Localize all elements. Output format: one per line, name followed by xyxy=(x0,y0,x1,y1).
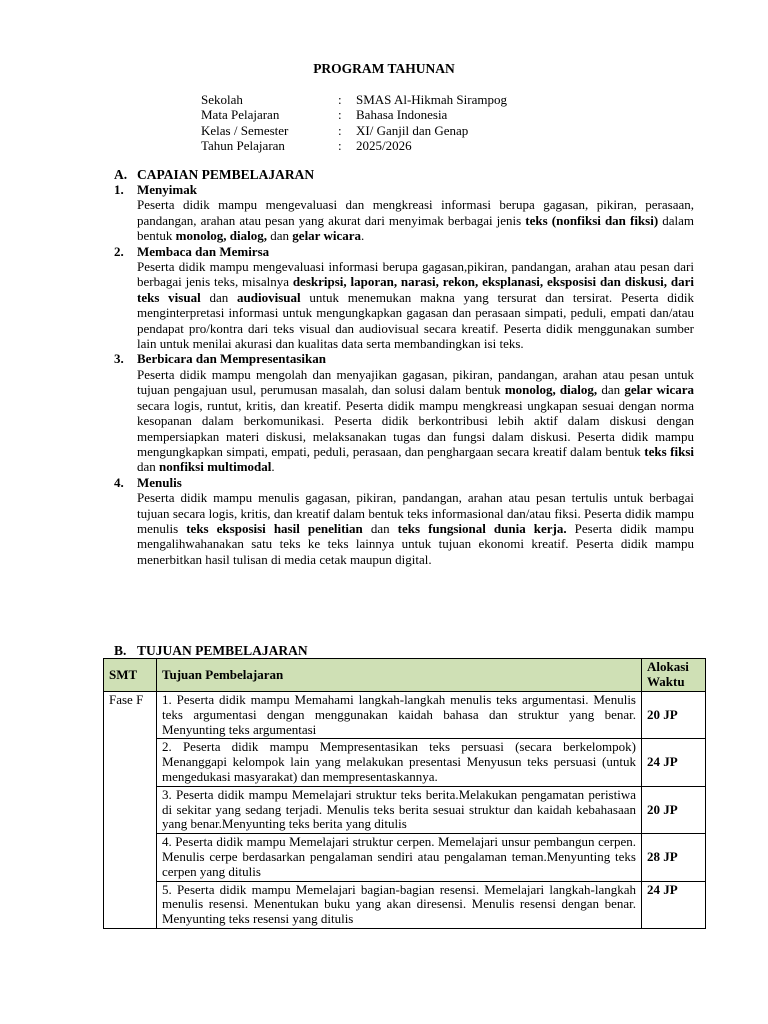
item-number: 4. xyxy=(114,474,124,490)
text-run: . xyxy=(271,459,275,475)
identity-value: SMAS Al-Hikmah Sirampog xyxy=(356,92,507,107)
alokasi-cell: 24 JP xyxy=(642,881,706,928)
text-run: Peserta didik mampu menulis gagasan, pikiran, pandangan, arahan atau pesan tertulis untuk berbagai tujuan secara logis, kritis, dan kreatif dalam bentuk teks informasional dan/atau fiksi. Peserta didik mampu menulis xyxy=(137,490,694,536)
text-run: Peserta didik mampu mengevaluasi dan mengkreasi informasi berupa gagasan, pikiran, perasaan, pandangan, arahan atau pesan yang akurat dari menyimak berbagai jenis xyxy=(137,197,694,228)
tujuan-cell: 3. Peserta didik mampu Memelajari struktur teks berita.Melakukan pengamatan peristiwa di sekitar yang sedang terjadi. Menulis teks berita sesuai struktur dan kaidah kebahasaan yang benar.Menyunting teks berita yang ditulis xyxy=(157,786,642,833)
capaian-paragraph xyxy=(137,259,694,351)
section-letter: B. xyxy=(114,643,127,658)
bold-run: teks (nonfiksi dan fiksi) xyxy=(525,212,659,228)
text-run: dan xyxy=(137,459,160,475)
capaian-item-heading xyxy=(114,244,694,259)
identity-value: Bahasa Indonesia xyxy=(356,107,448,123)
section-b-heading xyxy=(114,643,308,659)
text-run: dan xyxy=(267,228,293,244)
identity-row xyxy=(201,92,507,107)
identity-row xyxy=(201,123,507,138)
bold-run: teks fiksi xyxy=(644,443,695,459)
bold-run: monolog, dialog, xyxy=(504,382,598,398)
table-row xyxy=(104,739,706,786)
section-a-heading xyxy=(114,167,314,183)
alokasi-cell: 28 JP xyxy=(642,834,706,881)
identity-label: Sekolah xyxy=(201,92,243,107)
text-run: dalam bentuk xyxy=(137,212,695,244)
table-row xyxy=(104,692,706,739)
identity-colon: : xyxy=(338,92,342,107)
tujuan-cell: 5. Peserta didik mampu Memelajari bagian-bagian resensi. Memelajari langkah-langkah menulis resensi. Menentukan buku yang akan diresensi. Menulis resensi dengan benar. Menyunting teks resensi yang ditulis xyxy=(157,881,642,928)
identity-row xyxy=(201,107,507,122)
table-row xyxy=(104,786,706,833)
bold-run: gelar wicara xyxy=(292,228,362,244)
table-header-row xyxy=(104,659,706,692)
text-run: dan xyxy=(362,520,398,536)
bold-run: teks fungsional dunia kerja. xyxy=(397,520,567,536)
alokasi-cell: 20 JP xyxy=(642,692,706,739)
identity-block xyxy=(201,92,507,154)
identity-value: 2025/2026 xyxy=(356,138,412,154)
document-title: PROGRAM TAHUNAN xyxy=(313,61,455,76)
text-run: secara logis, runtut, kritis, dan kreatif. Peserta didik mampu mengkreasi ungkapan sesuai dengan norma kesopanan dalam berkomunikasi. Peserta didik berkontribusi lebih aktif dalam diskusi dengan mempersiapkan materi diskusi, melaksanakan tugas dan fungsi dalam diskusi. Peserta didik mampu mengungkapkan simpati, empati, peduli, perasaan, dan penghargaan secara kreatif dalam bentuk xyxy=(137,397,694,459)
tujuan-cell: 4. Peserta didik mampu Memelajari struktur cerpen. Memelajari unsur pembangun cerpen. Menulis cerpe berdasarkan pengalaman sendiri atau pengalaman teman.Menyunting teks cerpen yang ditulis xyxy=(157,834,642,881)
text-run: . xyxy=(361,228,365,244)
item-title: Berbicara dan Mempresentasikan xyxy=(137,351,326,367)
tujuan-cell: 2. Peserta didik mampu Mempresentasikan teks persuasi (secara berkelompok) Menanggapi kelompok lain yang melakukan presentasi Menyusun teks persuasi (untuk mengedukasi masyarakat) dan mempresentaskannya. xyxy=(157,739,642,786)
identity-colon: : xyxy=(338,107,342,123)
capaian-paragraph xyxy=(137,367,694,475)
identity-label: Mata Pelajaran xyxy=(201,107,280,123)
identity-label: Tahun Pelajaran xyxy=(201,138,285,154)
text-run: untuk menemukan makna yang tersurat dan tersirat. Peserta didik menginterpretasi informasi untuk mengungkapkan gagasan dan perasaan simpati, peduli, empati dan/atau pendapat pro/kontra dari teks visual dan audiovisual secara kreatif. Peserta didik menggunakan sumber lain untuk menilai akurasi dan kualitas data serta membandingkan isi teks. xyxy=(137,289,694,352)
section-title: TUJUAN PEMBELAJARAN xyxy=(137,643,308,658)
identity-row xyxy=(201,138,507,153)
item-number: 2. xyxy=(114,243,124,259)
identity-value: XI/ Ganjil dan Genap xyxy=(356,122,469,138)
header-tujuan: Tujuan Pembelajaran xyxy=(157,659,642,692)
tujuan-cell: 1. Peserta didik mampu Memahami langkah-langkah menulis teks argumentasi. Menulis teks argumentasi dengan menggunakan kaidah bahasa dan struktur yang benar. Menyunting teks argumentasi xyxy=(157,692,642,739)
bold-run: deskripsi, laporan, narasi, rekon, eksplanasi, eksposisi dan diskusi, dari teks visual xyxy=(137,274,694,305)
identity-colon: : xyxy=(338,122,342,138)
capaian-paragraph xyxy=(137,490,694,567)
item-number: 1. xyxy=(114,182,124,197)
text-run: Peserta didik mampu mengolah dan menyajikan gagasan, pikiran, pandangan, arahan atau pesan untuk tujuan pengajuan usul, perumusan masalah, dan solusi dalam bentuk xyxy=(137,366,694,398)
tujuan-table xyxy=(103,658,706,929)
text-run: Peserta didik mampu mengalihwahanakan satu teks ke teks lainnya untuk tujuan ekonomi kreatif. Peserta didik mampu menerbitkan hasil tulisan di media cetak maupun digital. xyxy=(137,520,694,567)
bold-run: nonfiksi multimodal xyxy=(159,459,272,475)
item-title: Membaca dan Memirsa xyxy=(137,243,270,259)
table-row xyxy=(104,881,706,928)
section-title: CAPAIAN PEMBELAJARAN xyxy=(137,167,315,182)
alokasi-cell: 20 JP xyxy=(642,786,706,833)
bold-run: audiovisual xyxy=(237,289,301,305)
identity-label: Kelas / Semester xyxy=(201,122,289,138)
capaian-paragraph xyxy=(137,197,694,243)
text-run: Peserta didik mampu mengevaluasi informasi berupa gagasan,pikiran, pandangan, arahan atau pesan dari berbagai jenis teks, misalnya xyxy=(137,259,694,290)
item-title: Menyimak xyxy=(137,182,197,197)
identity-colon: : xyxy=(338,138,342,154)
item-number: 3. xyxy=(114,351,124,367)
item-title: Menulis xyxy=(137,474,182,490)
text-run: dan xyxy=(200,289,238,305)
capaian-item-heading xyxy=(114,475,694,490)
text-run: dan xyxy=(597,382,625,398)
capaian-list xyxy=(114,182,694,567)
bold-run: teks eksposisi hasil penelitian xyxy=(186,520,363,536)
capaian-item-heading xyxy=(114,351,694,366)
alokasi-cell: 24 JP xyxy=(642,739,706,786)
bold-run: monolog, dialog, xyxy=(175,228,268,244)
capaian-item-heading xyxy=(114,182,694,197)
bold-run: gelar wicara xyxy=(624,382,694,398)
header-alokasi: Alokasi Waktu xyxy=(642,659,706,692)
phase-cell: Fase F xyxy=(104,692,157,929)
table-row xyxy=(104,834,706,881)
section-letter: A. xyxy=(114,167,128,182)
header-smt: SMT xyxy=(104,659,157,692)
